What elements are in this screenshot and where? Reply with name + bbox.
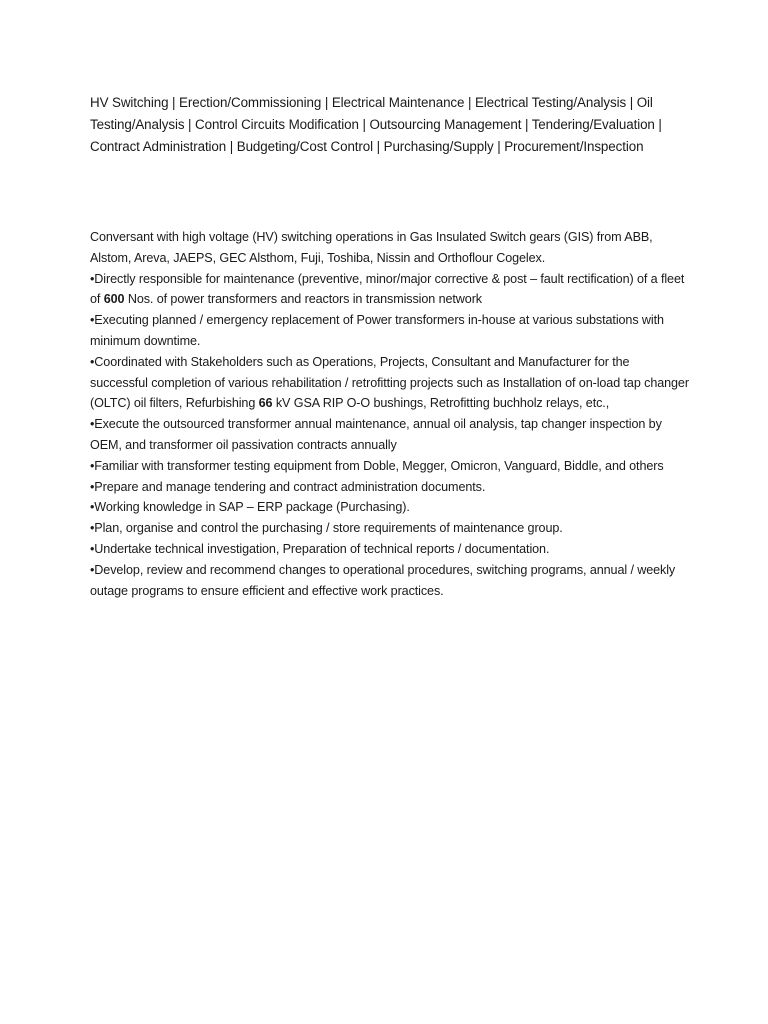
skills-summary: HV Switching | Erection/Commissioning | Electrical Maintenance | Electrical Testing/Analysis | Oil Testing/Analysis | Control Circuits Modification | Outsourcing Management | Tendering/Evaluation | Contract Administration | Budgeting/Cost Control | Purchasing/Supply | Procurement/Inspection xyxy=(90,95,662,154)
bullet-stakeholders xyxy=(90,352,690,414)
experience-section xyxy=(90,227,690,601)
bullet-text-post: Nos. of power transformers and reactors in transmission network xyxy=(124,292,482,307)
bullet-procedures: •Develop, review and recommend changes to operational procedures, switching programs, annual / weekly outage programs to ensure efficient and effective work practices. xyxy=(90,562,676,598)
bold-number: 600 xyxy=(103,292,125,307)
bullet-text-post: kV GSA RIP O-O bushings, Retrofitting buchholz relays, etc., xyxy=(272,396,610,411)
bullet-testing-equipment: •Familiar with transformer testing equipment from Doble, Megger, Omicron, Vanguard, Biddle, and others xyxy=(90,458,664,473)
bullet-sap-erp: •Working knowledge in SAP – ERP package (Purchasing). xyxy=(90,500,410,515)
bullet-text-pre: •Coordinated with Stakeholders such as Operations, Projects, Consultant and Manufacturer for the successful completion of various rehabilitation / retrofitting projects such as Installation of on-load tap changer (OLTC) oil filters, Refurbishing xyxy=(90,354,689,411)
bold-number: 66 xyxy=(258,396,273,411)
bullet-investigation: •Undertake technical investigation, Preparation of technical reports / documentation. xyxy=(90,541,550,556)
bullet-text-pre: •Directly responsible for maintenance (preventive, minor/major corrective & post – fault rectification) of a fleet of xyxy=(90,271,685,307)
bullet-maintenance-responsibility xyxy=(90,269,690,311)
intro-paragraph: Conversant with high voltage (HV) switching operations in Gas Insulated Switch gears (GIS) from ABB, Alstom, Areva, JAEPS, GEC Alsthom, Fuji, Toshiba, Nissin and Orthoflour Cogelex. xyxy=(90,230,653,265)
bullet-outsourced-maintenance: •Execute the outsourced transformer annual maintenance, annual oil analysis, tap changer inspection by OEM, and transformer oil passivation contracts annually xyxy=(90,417,662,452)
bullet-tendering: •Prepare and manage tendering and contract administration documents. xyxy=(90,479,486,494)
bullet-purchasing: •Plan, organise and control the purchasing / store requirements of maintenance group. xyxy=(90,521,563,536)
bullet-replacement: •Executing planned / emergency replacement of Power transformers in-house at various substations with minimum downtime. xyxy=(90,313,664,348)
